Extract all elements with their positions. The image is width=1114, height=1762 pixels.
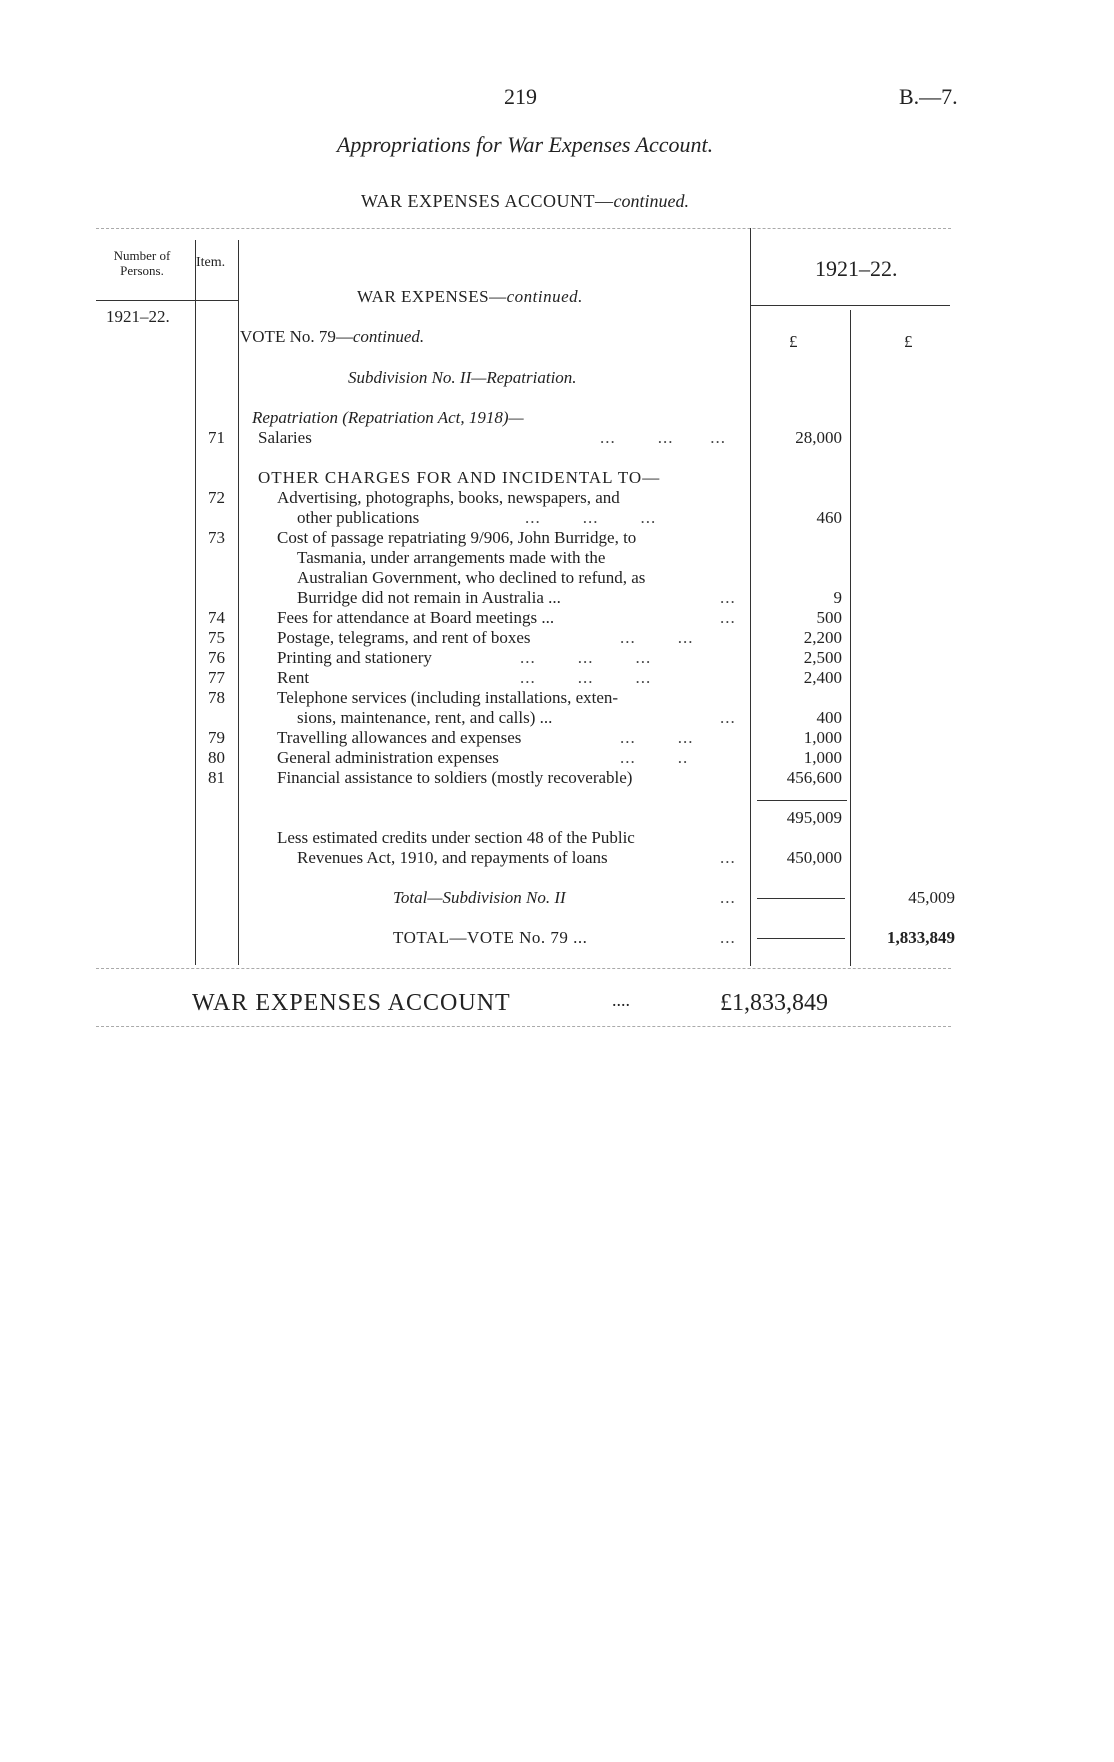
leader-dots: ... bbox=[720, 848, 736, 867]
total-subdivision-amount: 45,009 bbox=[908, 888, 955, 907]
item-amount: 9 bbox=[833, 588, 842, 607]
item-header-rule bbox=[195, 300, 239, 301]
item-description: Travelling allowances and expenses bbox=[277, 728, 522, 747]
leader-dots: ... bbox=[720, 708, 736, 727]
item-number: 76 bbox=[208, 648, 225, 667]
total-subdivision-label: Total—Subdivision No. II bbox=[393, 888, 566, 907]
leader-dots: ... ... bbox=[620, 628, 694, 647]
total-vote-label: TOTAL—VOTE No. 79 ... bbox=[393, 928, 588, 947]
table-top-rule bbox=[96, 228, 951, 229]
item-description-cont: other publications bbox=[297, 508, 420, 527]
item-amount: 1,000 bbox=[803, 748, 842, 767]
leader-dots: ... bbox=[720, 588, 736, 607]
document-reference: B.—7. bbox=[899, 84, 958, 109]
item-amount: 456,600 bbox=[786, 768, 842, 787]
page-title: Appropriations for War Expenses Account. bbox=[336, 132, 714, 157]
item-description: Printing and stationery bbox=[277, 648, 432, 667]
leader-dots: ... ... ... bbox=[600, 428, 726, 447]
less-credits-description: Less estimated credits under section 48 of the Public bbox=[277, 828, 635, 847]
item-description: Cost of passage repatriating 9/906, John Burridge, to bbox=[277, 528, 637, 547]
subdivision-heading: Subdivision No. II—Repatriation. bbox=[348, 368, 577, 387]
account-subtitle bbox=[0, 191, 1050, 212]
subtitle-continued: continued. bbox=[613, 191, 689, 211]
leader-dots: ... ... ... bbox=[520, 648, 652, 667]
item-description-cont: sions, maintenance, rent, and calls) ... bbox=[297, 708, 553, 727]
leader-dots: ... ... bbox=[620, 728, 694, 747]
leader-dots: ... bbox=[720, 888, 736, 907]
item-description: Rent bbox=[277, 668, 310, 687]
item-number: 73 bbox=[208, 528, 225, 547]
item-amount: 400 bbox=[816, 708, 842, 727]
item-description-cont: Tasmania, under arrangements made with the bbox=[297, 548, 606, 567]
section-heading-main: WAR EXPENSES— bbox=[357, 287, 507, 306]
subtotal-rule bbox=[757, 800, 847, 801]
persons-header-rule bbox=[96, 300, 196, 301]
currency-symbol-items: £ bbox=[789, 332, 798, 351]
item-amount: 2,500 bbox=[803, 648, 842, 667]
item-number: 74 bbox=[208, 608, 225, 627]
leader-dots: ... ... ... bbox=[520, 668, 652, 687]
item-amount: 460 bbox=[816, 508, 842, 527]
less-credits-amount: 450,000 bbox=[786, 848, 842, 867]
vote-heading-continued: continued. bbox=[352, 327, 425, 346]
account-total-dots: .... bbox=[612, 990, 630, 1010]
item-description: Postage, telegrams, and rent of boxes bbox=[277, 628, 531, 647]
vote-heading-main: VOTE No. 79— bbox=[240, 327, 353, 346]
currency-symbol-totals: £ bbox=[904, 332, 913, 351]
repatriation-heading: Repatriation (Repatriation Act, 1918)— bbox=[252, 408, 524, 427]
item-number: 80 bbox=[208, 748, 225, 767]
section-heading-continued: continued. bbox=[506, 287, 583, 306]
subtitle-main: WAR EXPENSES ACCOUNT— bbox=[360, 191, 614, 211]
vote-heading bbox=[240, 327, 424, 347]
persons-column-header: Number of Persons. bbox=[113, 248, 171, 278]
persons-column-rule bbox=[195, 240, 196, 965]
account-total-amount: £1,833,849 bbox=[720, 990, 828, 1016]
account-total-label: WAR EXPENSES ACCOUNT bbox=[192, 990, 511, 1016]
item-description-cont: Australian Government, who declined to refund, as bbox=[297, 568, 646, 587]
item-number: 79 bbox=[208, 728, 225, 747]
less-credits-description-cont: Revenues Act, 1910, and repayments of loans bbox=[297, 848, 608, 867]
item-number: 71 bbox=[208, 428, 225, 447]
persons-year: 1921–22. bbox=[106, 307, 170, 326]
other-charges-heading: OTHER CHARGES FOR AND INCIDENTAL TO— bbox=[258, 468, 661, 487]
section-heading bbox=[357, 287, 583, 307]
leader-dots: ... .. bbox=[620, 748, 689, 767]
item-number: 72 bbox=[208, 488, 225, 507]
item-number: 78 bbox=[208, 688, 225, 707]
leader-dots: ... bbox=[720, 928, 736, 947]
item-column-rule bbox=[238, 240, 239, 965]
item-description-cont: Burridge did not remain in Australia ... bbox=[297, 588, 561, 607]
item-amount: 2,200 bbox=[803, 628, 842, 647]
item-amount: 2,400 bbox=[803, 668, 842, 687]
item-description: Advertising, photographs, books, newspapers, and bbox=[277, 488, 620, 507]
item-column-header: Item. bbox=[196, 255, 226, 270]
item-number: 75 bbox=[208, 628, 225, 647]
item-amount: 1,000 bbox=[803, 728, 842, 747]
year-column-header: 1921–22. bbox=[815, 256, 898, 281]
item-description: Telephone services (including installations, exten- bbox=[277, 688, 619, 707]
item-description: Salaries bbox=[258, 428, 312, 447]
amount-column-rule-middle bbox=[850, 310, 851, 966]
subtotal-amount: 495,009 bbox=[786, 808, 842, 827]
page-number: 219 bbox=[504, 84, 537, 109]
item-description: General administration expenses bbox=[277, 748, 499, 767]
item-number: 77 bbox=[208, 668, 225, 687]
item-amount: 500 bbox=[816, 608, 842, 627]
item-number: 81 bbox=[208, 768, 225, 787]
item-amount: 28,000 bbox=[795, 428, 842, 447]
item-description: Fees for attendance at Board meetings ... bbox=[277, 608, 555, 627]
item-description: Financial assistance to soldiers (mostly recoverable) bbox=[277, 768, 633, 787]
total-vote-amount: 1,833,849 bbox=[887, 928, 955, 947]
footer-bottom-rule bbox=[96, 1026, 951, 1027]
leader-dots: ... ... ... bbox=[525, 508, 657, 527]
year-header-rule bbox=[750, 305, 950, 306]
leader-dots: ... bbox=[720, 608, 736, 627]
total-subdivision-dash bbox=[757, 898, 845, 899]
table-bottom-rule bbox=[96, 968, 951, 969]
total-vote-dash bbox=[757, 938, 845, 939]
